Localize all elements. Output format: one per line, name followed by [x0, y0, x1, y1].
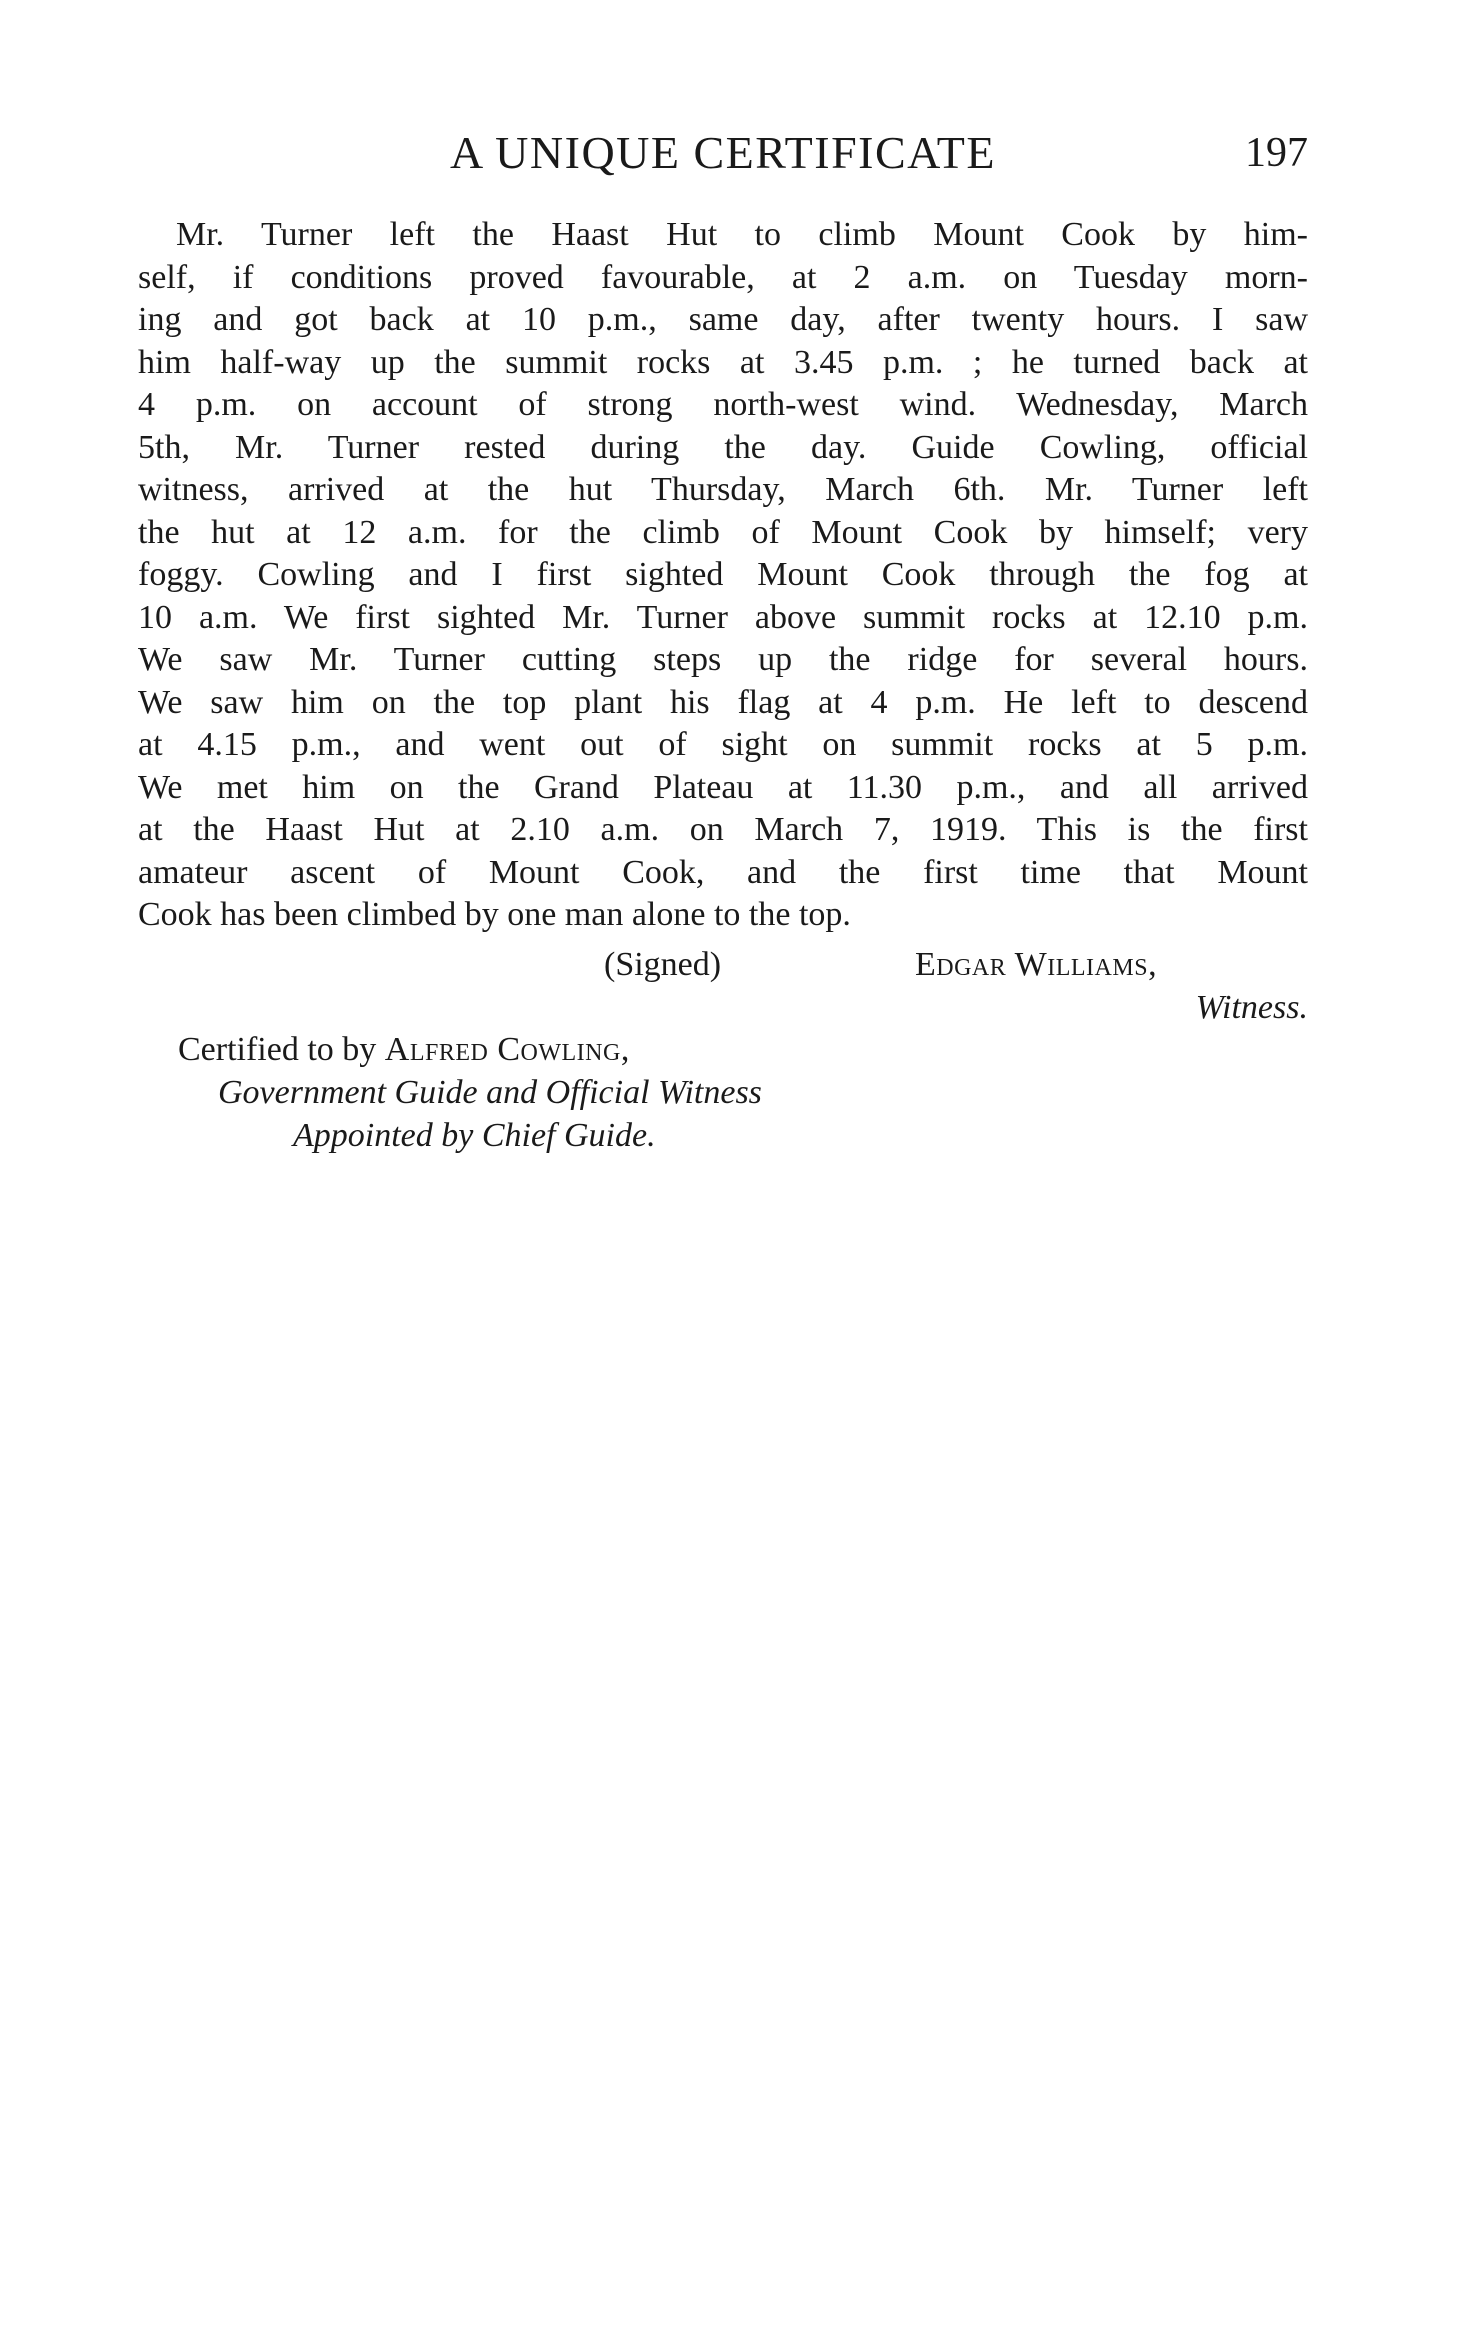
body-line: foggy. Cowling and I first sighted Mount Cook through the fog at: [138, 556, 1308, 593]
body-line: 10 a.m. We first sighted Mr. Turner above summit rocks at 12.10 p.m.: [138, 598, 1308, 636]
body-line: Mr. Turner left the Haast Hut to climb Mount Cook by him-: [176, 216, 1308, 253]
signed-label: (Signed): [604, 946, 722, 983]
running-head: [138, 128, 1308, 178]
certification-prefix: Certified to by: [178, 1031, 385, 1068]
page-number: 197: [1245, 130, 1308, 176]
body-line: amateur ascent of Mount Cook, and the first time that Mount: [138, 853, 1308, 891]
body-line: the hut at 12 a.m. for the climb of Mount Cook by himself; very: [138, 513, 1308, 551]
body-line: We met him on the Grand Plateau at 11.30 p.m., and all arrived: [138, 768, 1308, 806]
signature-line: [0, 943, 1465, 987]
witness-role: Witness.: [1195, 989, 1308, 1026]
running-title: A UNIQUE CERTIFICATE: [450, 127, 996, 178]
certifier-role-line-1: Government Guide and Official Witness: [218, 1074, 762, 1111]
certification-line: [178, 1028, 630, 1072]
body-line: We saw him on the top plant his flag at 4 p.m. He left to descend: [138, 683, 1308, 721]
body-line: at 4.15 p.m., and went out of sight on summit rocks at 5 p.m.: [138, 726, 1308, 763]
body-line: 4 p.m. on account of strong north-west wind. Wednesday, March: [138, 386, 1308, 423]
body-line: self, if conditions proved favourable, at 2 a.m. on Tuesday morn-: [138, 258, 1308, 296]
body-line: him half-way up the summit rocks at 3.45 p.m. ; he turned back at: [138, 343, 1308, 381]
body-line: Cook has been climbed by one man alone to the top.: [138, 896, 851, 933]
body-line: at the Haast Hut at 2.10 a.m. on March 7, 1919. This is the first: [138, 811, 1308, 848]
witness-name: Edgar Williams,: [915, 946, 1158, 983]
certifier-role-line-2: Appointed by Chief Guide.: [293, 1117, 656, 1154]
certificate-text: [138, 214, 1308, 937]
body-line: ing and got back at 10 p.m., same day, after twenty hours. I saw: [138, 301, 1308, 338]
certifier-name: Alfred Cowling,: [384, 1031, 630, 1068]
body-line: 5th, Mr. Turner rested during the day. Guide Cowling, official: [138, 428, 1308, 466]
body-line: witness, arrived at the hut Thursday, March 6th. Mr. Turner left: [138, 471, 1308, 508]
body-line: We saw Mr. Turner cutting steps up the ridge for several hours.: [138, 641, 1308, 678]
